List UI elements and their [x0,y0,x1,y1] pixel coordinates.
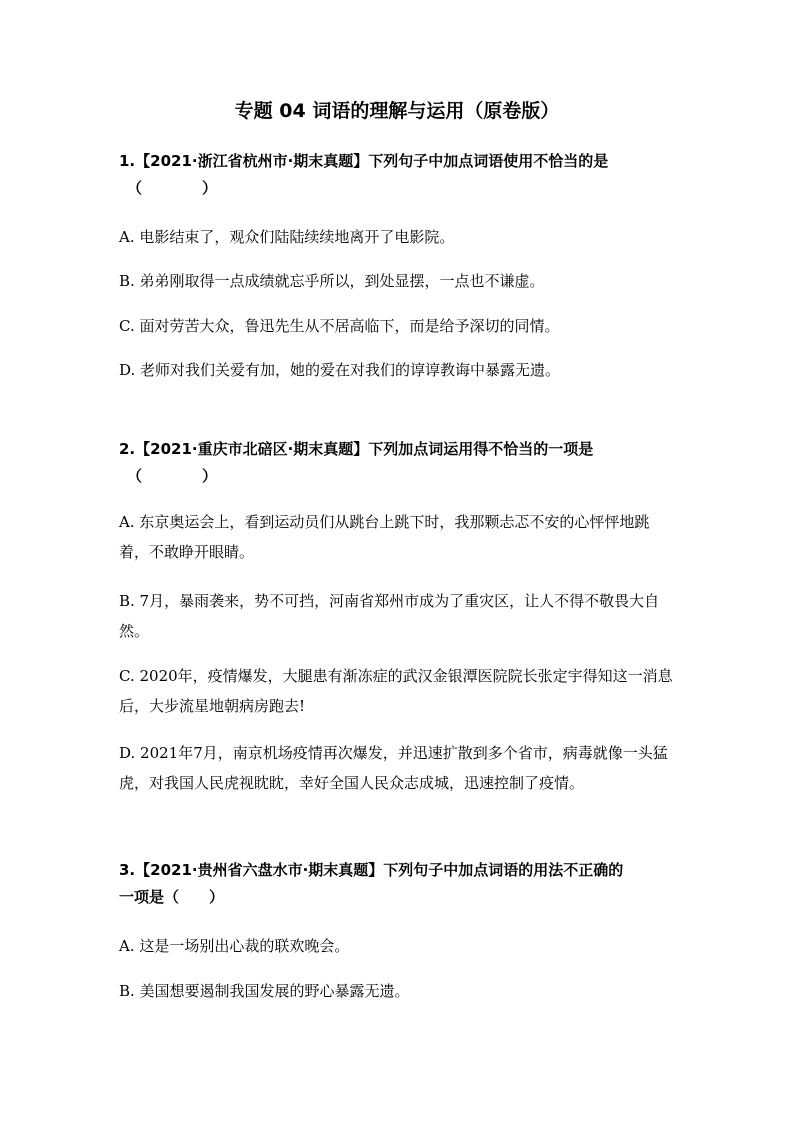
question-1-stem-line1: 1.【2021·浙江省杭州市·期末真题】下列句子中加点词语使用不恰当的是 [119,152,609,170]
question-1-option-b: B. 弟弟刚取得一点成绩就忘乎所以，到处显摆，一点也不谦虚。 [119,272,545,290]
question-3-option-a: A. 这是一场别出心裁的联欢晚会。 [119,937,350,955]
question-1-answer-blank: （ ） [127,179,218,197]
page-title: 专题 04 词语的理解与运用（原卷版） [234,100,560,122]
question-2-stem [119,436,679,490]
question-3-stem [119,857,679,911]
question-3-stem-line1: 3.【2021·贵州省六盘水市·期末真题】下列句子中加点词语的用法不正确的 [119,861,624,879]
question-1-stem [119,148,679,202]
question-2-option-c: C. 2020年，疫情爆发，大腿患有渐冻症的武汉金银潭医院院长张定宇得知这一消息后，大步流星地朝病房跑去! [119,667,673,715]
question-1-option-a: A. 电影结束了，观众们陆陆续续地离开了电影院。 [119,228,455,246]
question-2-option-b: B. 7月，暴雨袭来，势不可挡，河南省郑州市成为了重灾区，让人不得不敬畏大自然。 [119,592,660,640]
question-2-option-a: A. 东京奥运会上，看到运动员们从跳台上跳下时，我那颗忐忑不安的心怦怦地跳着，不敢睁开眼睛。 [119,513,650,561]
question-1-option-d: D. 老师对我们关爱有加，她的爱在对我们的谆谆教诲中暴露无遗。 [119,361,561,379]
question-2-answer-blank: （ ） [127,467,218,485]
question-1-option-c: C. 面对劳苦大众，鲁迅先生从不居高临下，而是给予深切的同情。 [119,317,560,335]
question-2-stem-line1: 2.【2021·重庆市北碚区·期末真题】下列加点词运用得不恰当的一项是 [119,440,594,458]
question-3-option-b: B. 美国想要遏制我国发展的野心暴露无遗。 [119,982,410,1000]
question-3-stem-line2: 一项是（ ） [119,888,225,906]
question-2-option-d: D. 2021年7月，南京机场疫情再次爆发，并迅速扩散到多个省市，病毒就像一头猛虎，对我国人民虎视眈眈，幸好全国人民众志成城，迅速控制了疫情。 [119,744,668,792]
